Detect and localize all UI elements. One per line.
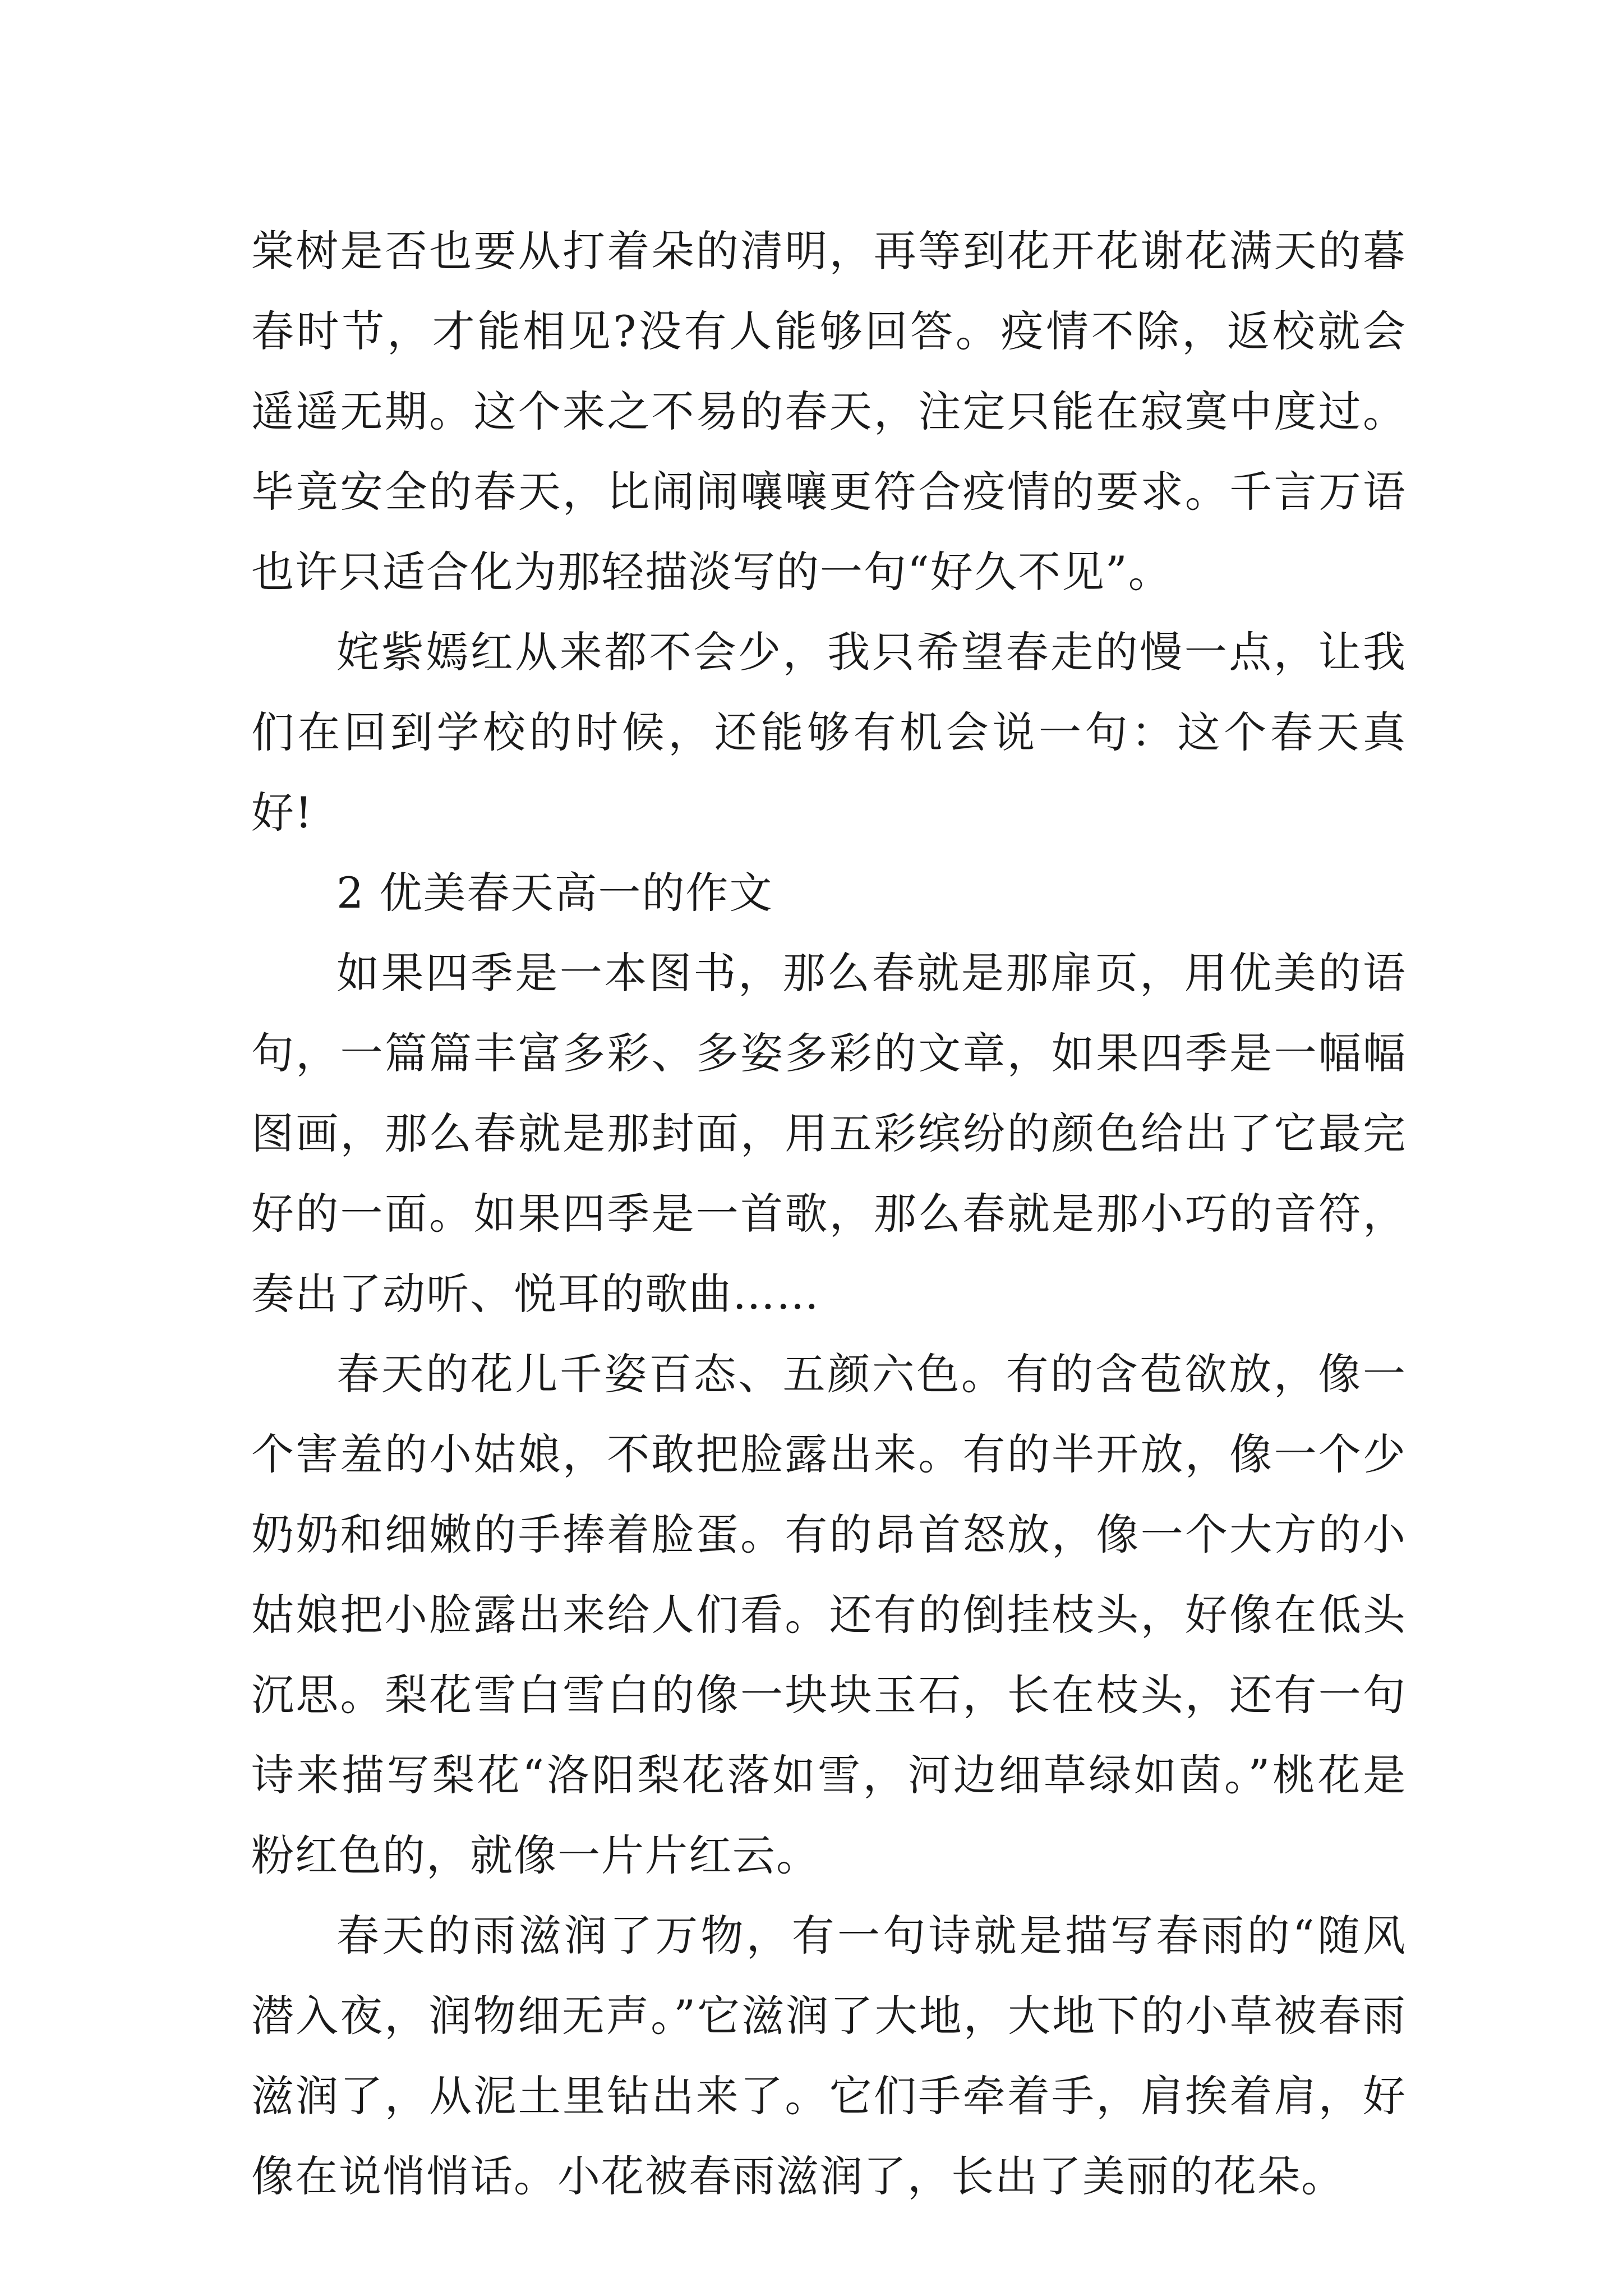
section-heading: 2 优美春天高一的作文 <box>336 868 773 918</box>
article-body <box>251 211 1407 2216</box>
paragraph: 春天的花儿千姿百态、五颜六色。有的含苞欲放，像一个害羞的小姑娘，不敢把脸露出来。有的半开放，像一个少奶奶和细嫩的手捧着脸蛋。有的昂首怒放，像一个大方的小姑娘把小脸露出来给人们看。还有的倒挂枝头，好像在低头沉思。梨花雪白雪白的像一块块玉石，长在枝头，还有一句诗来描写梨花“洛阳梨花落如雪，河边细草绿如茵。”桃花是粉红色的，就像一片片红云。 <box>251 1349 1407 1880</box>
paragraph: 姹紫嫣红从来都不会少，我只希望春走的慢一点，让我们在回到学校的时候，还能够有机会说一句：这个春天真好! <box>251 627 1407 838</box>
paragraph: 如果四季是一本图书，那么春就是那扉页，用优美的语句，一篇篇丰富多彩、多姿多彩的文章，如果四季是一幅幅图画，那么春就是那封面，用五彩缤纷的颜色给出了它最完好的一面。如果四季是一首歌，那么春就是那小巧的音符，奏出了动听、悦耳的歌曲…… <box>251 948 1407 1319</box>
paragraph-continuation: 棠树是否也要从打着朵的清明，再等到花开花谢花满天的暮春时节，才能相见?没有人能够回答。疫情不除，返校就会遥遥无期。这个来之不易的春天，注定只能在寂寞中度过。毕竟安全的春天，比闹闹嚷嚷更符合疫情的要求。千言万语也许只适合化为那轻描淡写的一句“好久不见”。 <box>251 226 1407 597</box>
paragraph: 春天的雨滋润了万物，有一句诗就是描写春雨的“随风潜入夜，润物细无声。”它滋润了大地，大地下的小草被春雨滋润了，从泥土里钻出来了。它们手牵着手，肩挨着肩，好像在说悄悄话。小花被春雨滋润了，长出了美丽的花朵。 <box>251 1911 1407 2201</box>
